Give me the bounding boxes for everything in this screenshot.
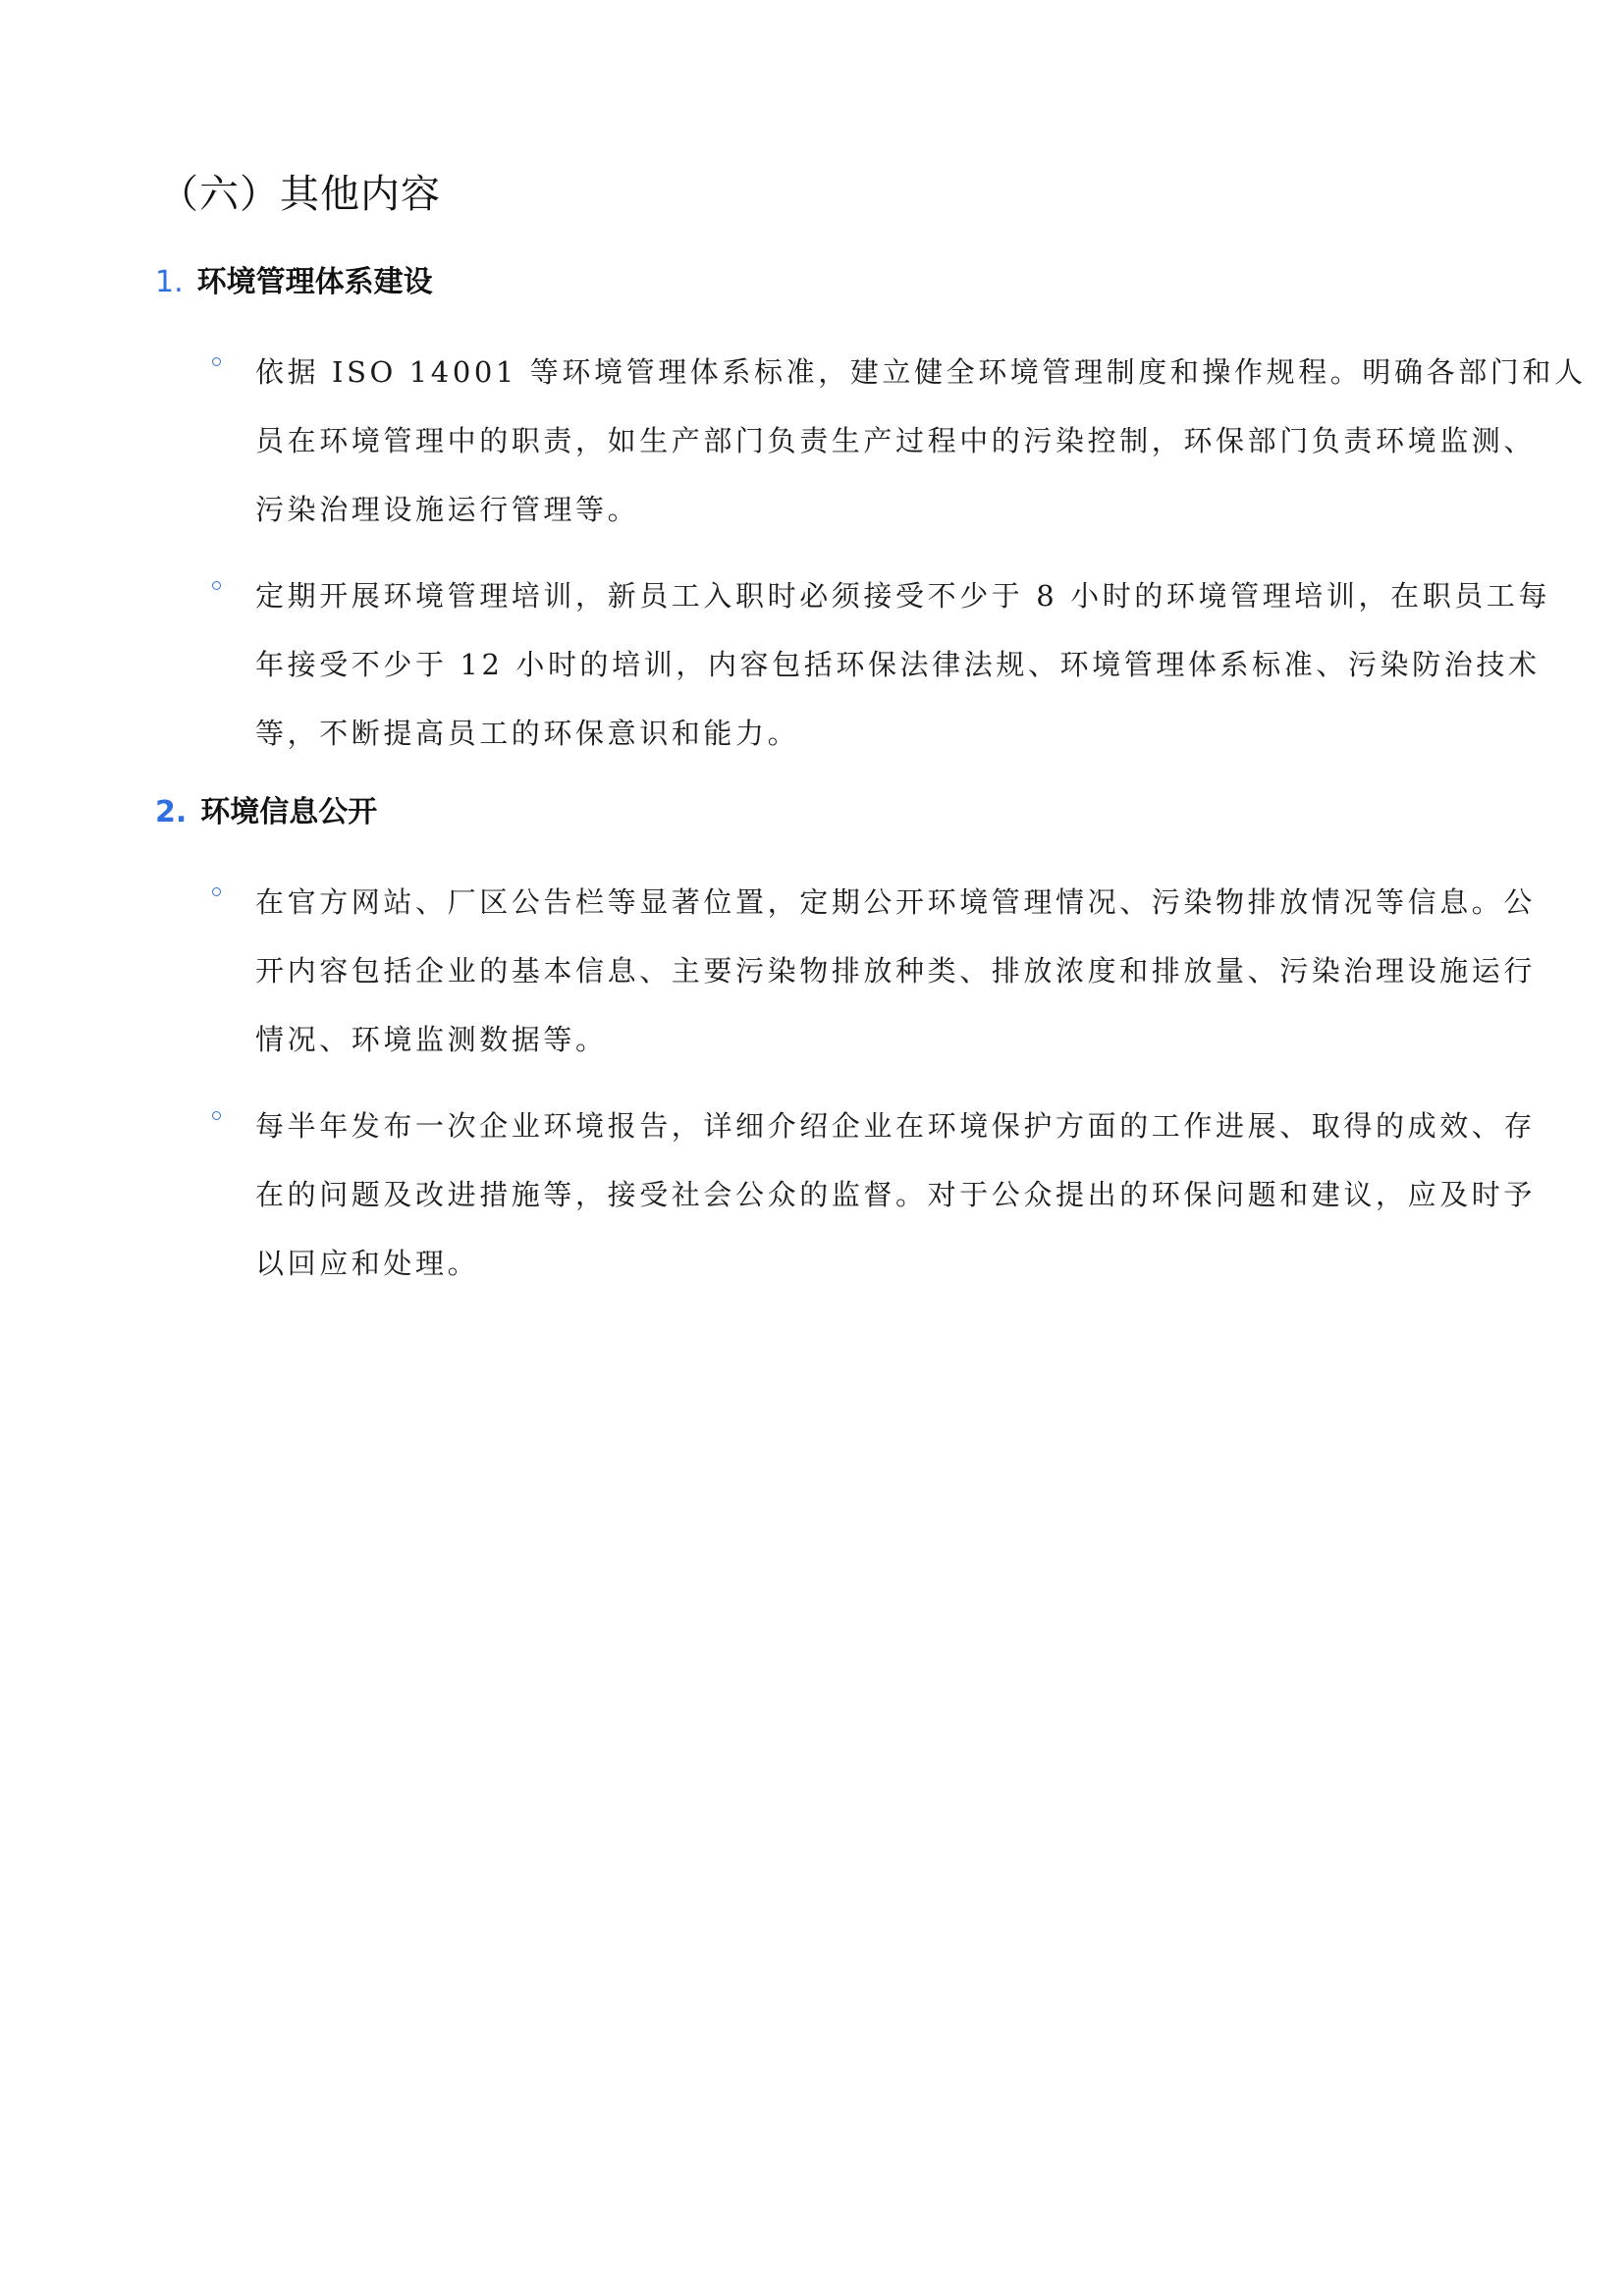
list-item-text: 依据 ISO 14001 等环境管理体系标准，建立健全环境管理制度和操作规程。明确各部门和人 员在环境管理中的职责，如生产部门负责生产过程中的污染控制，环保部门负责环境监测、 污染治理设施运行管理等。 (255, 355, 1587, 526)
hollow-circle-bullet-icon (212, 1111, 221, 1120)
subsection-heading-text: 环境管理体系建设 (196, 265, 433, 299)
subsection-number: 2. (155, 795, 188, 829)
subsection-heading-2 (155, 791, 377, 834)
section-title: （六）其他内容 (159, 172, 441, 217)
hollow-circle-bullet-icon (212, 887, 221, 896)
hollow-circle-bullet-icon (212, 581, 221, 590)
list-item-text: 每半年发布一次企业环境报告，详细介绍企业在环境保护方面的工作进展、取得的成效、存 在的问题及改进措施等，接受社会公众的监督。对于公众提出的环保问题和建议，应及时予 以回应和处理。 (255, 1109, 1537, 1280)
subsection-heading-1 (155, 261, 433, 304)
list-item-text: 在官方网站、厂区公告栏等显著位置，定期公开环境管理情况、污染物排放情况等信息。公 开内容包括企业的基本信息、主要污染物排放种类、排放浓度和排放量、污染治理设施运行 情况、环境监测数据等。 (255, 885, 1537, 1056)
hollow-circle-bullet-icon (212, 357, 221, 366)
list-item-text: 定期开展环境管理培训，新员工入职时必须接受不少于 8 小时的环境管理培训，在职员工每 年接受不少于 12 小时的培训，内容包括环保法律法规、环境管理体系标准、污染防治技术 等，不断提高员工的环保意识和能力。 (255, 579, 1551, 750)
subsection-heading-text: 环境信息公开 (200, 795, 378, 829)
subsection-number: 1. (155, 265, 184, 299)
